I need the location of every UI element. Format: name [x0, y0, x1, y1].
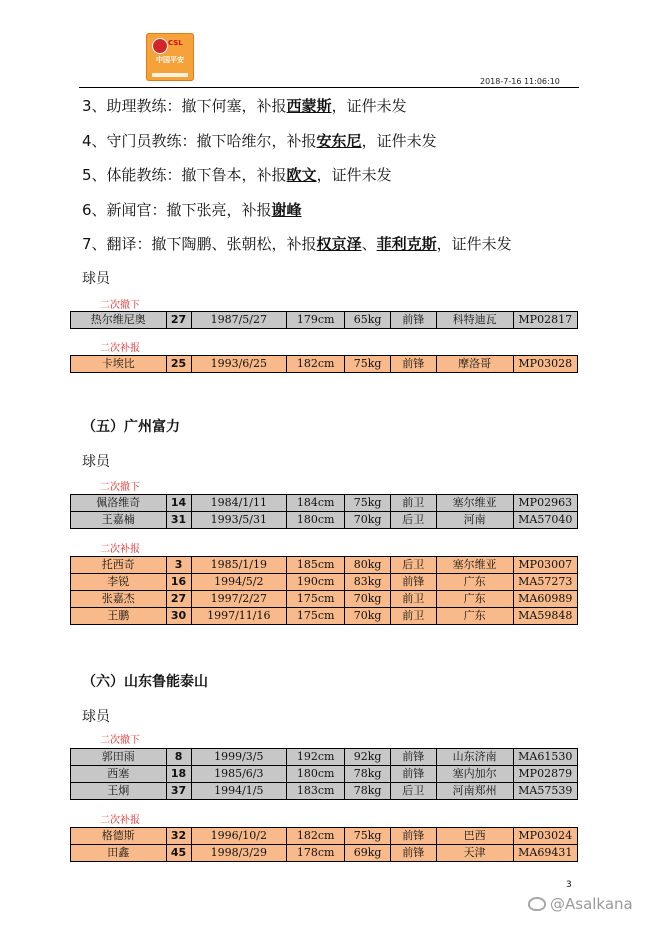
- weight: 78kg: [345, 783, 391, 800]
- height: 179cm: [287, 312, 345, 329]
- weight: 70kg: [345, 512, 391, 529]
- staff-change-line: 7、翻译：撤下陶鹏、张朝松，补报权京泽、菲利克斯，证件未发: [82, 235, 512, 253]
- registration-id: MA61530: [513, 749, 577, 766]
- shirt-number: 3: [166, 557, 191, 574]
- shirt-number: 16: [166, 574, 191, 591]
- registration-id: MA69431: [513, 845, 577, 862]
- registration-id: MA60989: [513, 591, 577, 608]
- removed-caption: 二次撤下: [100, 482, 140, 493]
- origin: 塞尔维亚: [436, 557, 513, 574]
- registration-id: MP03024: [513, 828, 577, 845]
- staff-change-line: 6、新闻官：撤下张亮，补报谢峰: [82, 201, 302, 219]
- players-label: 球员: [82, 709, 110, 725]
- registration-id: MA59848: [513, 608, 577, 625]
- table-row: [71, 557, 578, 574]
- registration-id: MP03028: [513, 356, 577, 373]
- player-name: 张嘉杰: [71, 591, 167, 608]
- weight: 75kg: [345, 356, 391, 373]
- player-name: 王鹏: [71, 608, 167, 625]
- birth-date: 1985/6/3: [191, 766, 287, 783]
- position: 后卫: [390, 512, 436, 529]
- table-row: [71, 495, 578, 512]
- height: 183cm: [287, 783, 345, 800]
- removed-caption: 二次撤下: [100, 735, 140, 746]
- registration-id: MP03007: [513, 557, 577, 574]
- origin: 科特迪瓦: [436, 312, 513, 329]
- registration-id: MA57273: [513, 574, 577, 591]
- origin: 天津: [436, 845, 513, 862]
- birth-date: 1994/1/5: [191, 783, 287, 800]
- shirt-number: 31: [166, 512, 191, 529]
- origin: 广东: [436, 591, 513, 608]
- added-caption: 二次补报: [100, 544, 140, 555]
- shirt-number: 14: [166, 495, 191, 512]
- birth-date: 1987/5/27: [191, 312, 287, 329]
- weight: 70kg: [345, 608, 391, 625]
- height: 175cm: [287, 608, 345, 625]
- table-row: [71, 845, 578, 862]
- position: 后卫: [390, 783, 436, 800]
- shirt-number: 30: [166, 608, 191, 625]
- height: 180cm: [287, 512, 345, 529]
- table-row: [71, 591, 578, 608]
- height: 192cm: [287, 749, 345, 766]
- height: 180cm: [287, 766, 345, 783]
- table-row: [71, 608, 578, 625]
- table-row: [71, 512, 578, 529]
- origin: 塞内加尔: [436, 766, 513, 783]
- team-title: （六）山东鲁能泰山: [82, 674, 208, 690]
- birth-date: 1996/10/2: [191, 828, 287, 845]
- registration-id: MA57040: [513, 512, 577, 529]
- player-name: 李锐: [71, 574, 167, 591]
- team-title: （五）广州富力: [82, 419, 180, 435]
- birth-date: 1993/6/25: [191, 356, 287, 373]
- player-name: 郭田雨: [71, 749, 167, 766]
- weight: 70kg: [345, 591, 391, 608]
- added-players-table: [70, 355, 578, 373]
- added-players-table: [70, 556, 578, 625]
- birth-date: 1984/1/11: [191, 495, 287, 512]
- position: 前卫: [390, 495, 436, 512]
- height: 182cm: [287, 828, 345, 845]
- added-caption: 二次补报: [100, 815, 140, 826]
- height: 185cm: [287, 557, 345, 574]
- weight: 78kg: [345, 766, 391, 783]
- origin: 塞尔维亚: [436, 495, 513, 512]
- origin: 河南: [436, 512, 513, 529]
- birth-date: 1985/1/19: [191, 557, 287, 574]
- player-name: 格德斯: [71, 828, 167, 845]
- weight: 80kg: [345, 557, 391, 574]
- birth-date: 1998/3/29: [191, 845, 287, 862]
- height: 190cm: [287, 574, 345, 591]
- shirt-number: 32: [166, 828, 191, 845]
- logo-bar: [152, 73, 188, 77]
- origin: 河南郑州: [436, 783, 513, 800]
- position: 前锋: [390, 828, 436, 845]
- table-row: [71, 766, 578, 783]
- logo-mark: CSL: [168, 39, 183, 47]
- player-name: 托西奇: [71, 557, 167, 574]
- header-datetime: 2018-7-16 11:06:10: [480, 77, 560, 86]
- table-row: [71, 574, 578, 591]
- players-label: 球员: [82, 271, 110, 287]
- shirt-number: 18: [166, 766, 191, 783]
- weight: 75kg: [345, 495, 391, 512]
- table-row: [71, 783, 578, 800]
- removed-players-table: [70, 494, 578, 529]
- position: 前锋: [390, 312, 436, 329]
- birth-date: 1997/2/27: [191, 591, 287, 608]
- height: 175cm: [287, 591, 345, 608]
- added-caption: 二次补报: [100, 343, 140, 354]
- added-players-table: [70, 827, 578, 862]
- table-row: [71, 312, 578, 329]
- birth-date: 1999/3/5: [191, 749, 287, 766]
- table-row: [71, 828, 578, 845]
- birth-date: 1993/5/31: [191, 512, 287, 529]
- position: 后卫: [390, 557, 436, 574]
- position: 前卫: [390, 591, 436, 608]
- weight: 69kg: [345, 845, 391, 862]
- position: 前锋: [390, 766, 436, 783]
- staff-change-line: 3、助理教练：撤下何塞，补报西蒙斯，证件未发: [82, 97, 407, 115]
- player-name: 西塞: [71, 766, 167, 783]
- birth-date: 1994/5/2: [191, 574, 287, 591]
- weight: 65kg: [345, 312, 391, 329]
- position: 前锋: [390, 574, 436, 591]
- registration-id: MP02879: [513, 766, 577, 783]
- position: 前锋: [390, 356, 436, 373]
- registration-id: MP02963: [513, 495, 577, 512]
- weight: 83kg: [345, 574, 391, 591]
- player-name: 王炯: [71, 783, 167, 800]
- players-label: 球员: [82, 454, 110, 470]
- position: 前锋: [390, 845, 436, 862]
- removed-caption: 二次撤下: [100, 300, 140, 311]
- shirt-number: 8: [166, 749, 191, 766]
- logo-name: 中国平安: [156, 56, 184, 64]
- shirt-number: 27: [166, 591, 191, 608]
- removed-players-table: [70, 311, 578, 329]
- registration-id: MA57539: [513, 783, 577, 800]
- shirt-number: 27: [166, 312, 191, 329]
- shirt-number: 37: [166, 783, 191, 800]
- header-rule: [79, 87, 579, 88]
- height: 184cm: [287, 495, 345, 512]
- player-name: 田鑫: [71, 845, 167, 862]
- registration-id: MP02817: [513, 312, 577, 329]
- height: 182cm: [287, 356, 345, 373]
- player-name: 热尔维尼奥: [71, 312, 167, 329]
- origin: 广东: [436, 574, 513, 591]
- table-row: [71, 749, 578, 766]
- table-row: [71, 356, 578, 373]
- player-name: 卡埃比: [71, 356, 167, 373]
- position: 前锋: [390, 749, 436, 766]
- position: 前卫: [390, 608, 436, 625]
- player-name: 佩洛维奇: [71, 495, 167, 512]
- origin: 山东济南: [436, 749, 513, 766]
- page-number: 3: [566, 880, 572, 890]
- staff-change-line: 5、体能教练：撤下鲁本，补报欧文，证件未发: [82, 166, 392, 184]
- height: 178cm: [287, 845, 345, 862]
- origin: 广东: [436, 608, 513, 625]
- csl-logo: [146, 33, 194, 81]
- watermark: @Asalkana: [528, 895, 633, 913]
- weight: 92kg: [345, 749, 391, 766]
- weibo-icon: [528, 897, 546, 911]
- birth-date: 1997/11/16: [191, 608, 287, 625]
- shirt-number: 25: [166, 356, 191, 373]
- origin: 摩洛哥: [436, 356, 513, 373]
- football-icon: [152, 38, 168, 54]
- shirt-number: 45: [166, 845, 191, 862]
- removed-players-table: [70, 748, 578, 800]
- player-name: 王嘉楠: [71, 512, 167, 529]
- origin: 巴西: [436, 828, 513, 845]
- weight: 75kg: [345, 828, 391, 845]
- staff-change-line: 4、守门员教练：撤下哈维尔，补报安东尼，证件未发: [82, 132, 437, 150]
